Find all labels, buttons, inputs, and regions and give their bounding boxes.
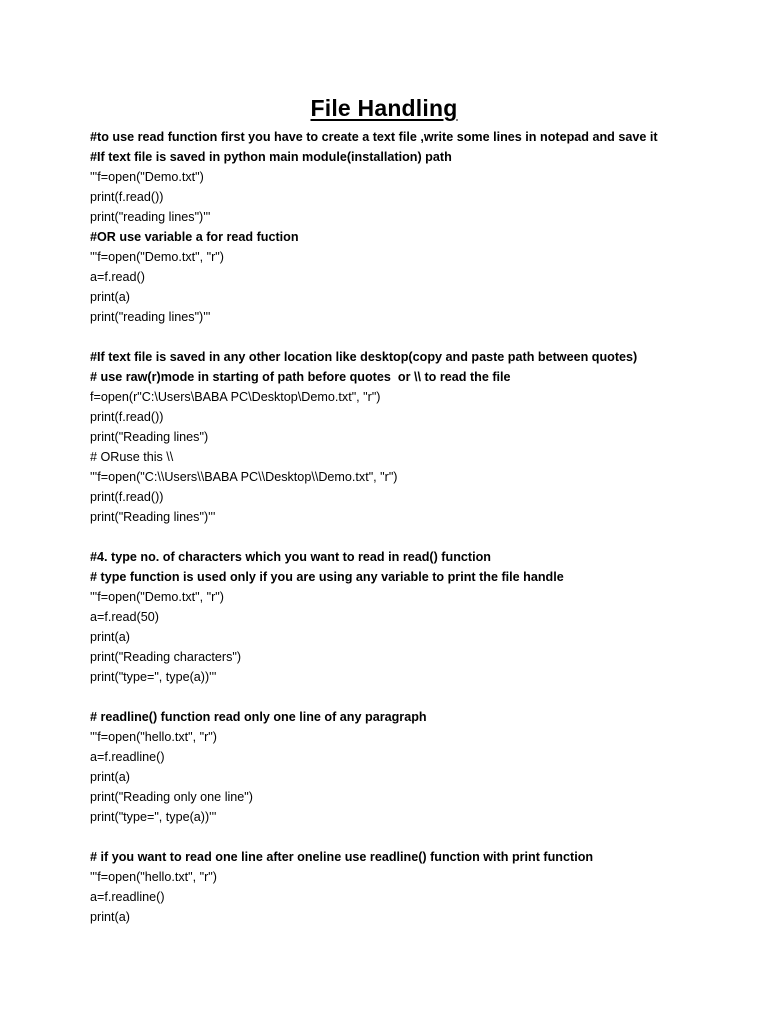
code-line: '''f=open("C:\\Users\\BABA PC\\Desktop\\Demo.txt", "r") xyxy=(90,470,398,484)
blank-line xyxy=(90,527,750,547)
code-line: print(a) xyxy=(90,910,130,924)
code-line: print("type=", type(a))''' xyxy=(90,810,217,824)
code-line: a=f.readline() xyxy=(90,750,165,764)
comment-line: #If text file is saved in any other location like desktop(copy and paste path between quotes) xyxy=(90,350,638,364)
comment-line: # if you want to read one line after oneline use readline() function with print function xyxy=(90,850,594,864)
comment-line: #4. type no. of characters which you want to read in read() function xyxy=(90,550,491,564)
comment-line: #to use read function first you have to create a text file ,write some lines in notepad and save it xyxy=(90,130,658,144)
code-line: print("Reading only one line") xyxy=(90,790,253,804)
comment-line: #If text file is saved in python main module(installation) path xyxy=(90,150,452,164)
code-line: print("type=", type(a))''' xyxy=(90,670,217,684)
code-line: print(f.read()) xyxy=(90,410,164,424)
code-line: print("Reading lines") xyxy=(90,430,209,444)
document-body xyxy=(90,127,750,927)
code-line: print(f.read()) xyxy=(90,490,164,504)
code-line: print(a) xyxy=(90,770,130,784)
blank-line xyxy=(90,827,750,847)
comment-line: # use raw(r)mode in starting of path before quotes or \\ to read the file xyxy=(90,370,511,384)
comment-line: #OR use variable a for read fuction xyxy=(90,230,299,244)
comment-line: # type function is used only if you are using any variable to print the file handle xyxy=(90,570,564,584)
code-line: print("Reading characters") xyxy=(90,650,242,664)
page-title: File Handling xyxy=(310,95,458,121)
code-line: a=f.readline() xyxy=(90,890,165,904)
code-line: print(f.read()) xyxy=(90,190,164,204)
code-line: print("reading lines")''' xyxy=(90,210,211,224)
code-line: '''f=open("hello.txt", "r") xyxy=(90,730,217,744)
code-line: '''f=open("hello.txt", "r") xyxy=(90,870,217,884)
code-line: # ORuse this \\ xyxy=(90,450,174,464)
code-line: print("reading lines")''' xyxy=(90,310,211,324)
code-line: '''f=open("Demo.txt", "r") xyxy=(90,250,224,264)
code-line: print(a) xyxy=(90,630,130,644)
comment-line: # readline() function read only one line of any paragraph xyxy=(90,710,427,724)
code-line: f=open(r"C:\Users\BABA PC\Desktop\Demo.txt", "r") xyxy=(90,390,381,404)
code-line: print("Reading lines")''' xyxy=(90,510,216,524)
blank-line xyxy=(90,327,750,347)
code-line: print(a) xyxy=(90,290,130,304)
code-line: a=f.read() xyxy=(90,270,145,284)
code-line: '''f=open("Demo.txt") xyxy=(90,170,204,184)
blank-line xyxy=(90,687,750,707)
code-line: a=f.read(50) xyxy=(90,610,159,624)
code-line: '''f=open("Demo.txt", "r") xyxy=(90,590,224,604)
